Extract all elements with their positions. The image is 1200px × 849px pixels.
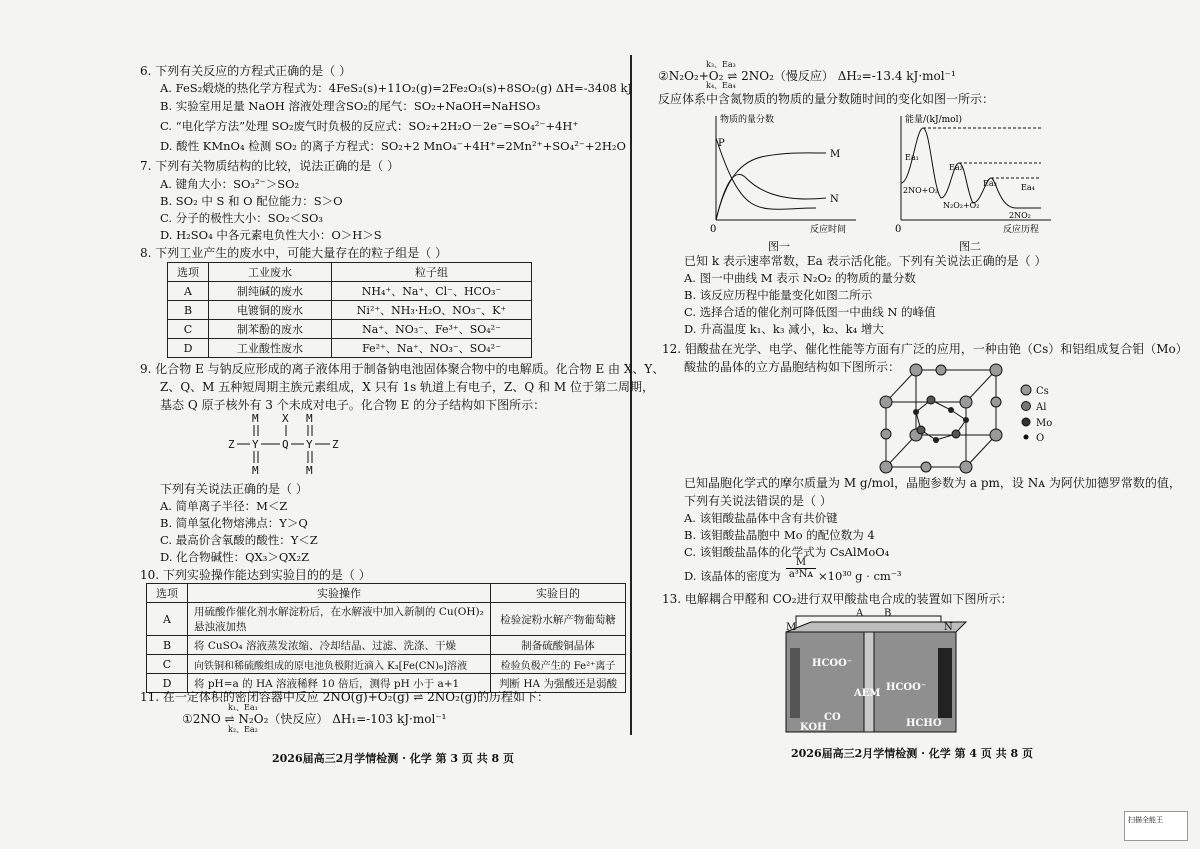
table-cell: C [147,655,188,674]
q12-known-line2: 下列有关说法错误的是（ ） [684,494,832,508]
q11-k2-label: k₂、Ea₂ [228,725,258,734]
atom-m: M [306,464,313,477]
density-unit: ×10³⁰ g · cm⁻³ [818,569,902,583]
q12-option-d: D. 该晶体的密度为 [684,569,781,583]
table-cell: NH₄⁺、Na⁺、Cl⁻、HCO₃⁻ [332,282,532,301]
energy-curve [901,128,1041,208]
q6-option-a: A. FeS₂煅烧的热化学方程式为：4FeS₂(s)+11O₂(g)=2Fe₂O₃(s)+8SO₂(g) ΔH=-3408 kJ [160,81,633,95]
table-cell: 向铁铜和稀硫酸组成的原电池负极附近滴入 K₃[Fe(CN)₆]溶液 [188,655,491,674]
q11-desc: 反应体系中含氮物质的物质的量分数随时间的变化如图一所示： [658,92,995,106]
table-cell: B [147,636,188,655]
table-row [168,301,532,320]
table-cell: 将 pH=a 的 HA 溶液稀释 10 倍后，测得 pH 小于 a+1 [188,674,491,693]
table-cell: Na⁺、NO₃⁻、Fe³⁺、SO₄²⁻ [332,320,532,339]
table-row [147,603,626,636]
q11-known: 已知 k 表示速率常数，Ea 表示活化能。下列有关说法正确的是（ ） [684,254,1047,268]
label-b: B [884,608,892,619]
fig1-origin: 0 [710,224,717,235]
q9-stem-line1: 9. 化合物 E 与钠反应形成的离子液体用于制备钠电池固体聚合物中的电解质。化合物 E 由 X、Y、 [140,362,665,376]
fig1-caption: 图一 [768,240,790,253]
fig1-label-n: N [830,194,839,205]
q12-option-b: B. 该钼酸盐晶胞中 Mo 的配位数为 4 [684,528,875,542]
q11-option-a: A. 图一中曲线 M 表示 N₂O₂ 的物质的量分数 [684,271,916,285]
aem-membrane [864,632,874,732]
table-cell: Ni²⁺、NH₃·H₂O、NO₃⁻、K⁺ [332,301,532,320]
table-cell: Fe²⁺、Na⁺、NO₃⁻、SO₄²⁻ [332,339,532,358]
table-header-row [168,263,532,282]
q12-stem-line1: 12. 钼酸盐在光学、电学、催化性能等方面有广泛的应用，一种由铯（Cs）和铝组成复合钼（Mo） [662,342,1188,356]
q11-step1: ①2NO ⇌ N₂O₂（快反应） ΔH₁=-103 kJ·mol⁻¹ [182,712,447,726]
page-4 [636,0,1200,849]
curve-n [716,174,826,220]
label-n: N [944,622,953,633]
q7-option-a: A. 键角大小：SO₃²⁻＞SO₂ [160,177,300,191]
scanner-label: 扫描全能王 [1128,816,1163,824]
q13-electrolysis-device [766,608,986,736]
table-header: 选项 [168,263,209,282]
q11-stem: 11. 在一定体积的密闭容器中反应 2NO(g)+O₂(g) ⇌ 2NO₂(g)的历程如下： [140,690,549,704]
q6-option-d: D. 酸性 KMnO₄ 检测 SO₂ 的离子方程式：SO₂+2 MnO₄⁻+4H⁺=2Mn²⁺+SO₄²⁻+2H₂O [160,139,626,153]
fig2-ea1: Ea₁ [905,153,919,162]
fig1-xlabel: 反应时间 [810,225,847,235]
q11-option-d: D. 升高温度 k₁、k₃ 减小，k₂、k₄ 增大 [684,322,884,336]
q9-option-b: B. 简单氢化物熔沸点：Y＞Q [160,516,308,530]
table-cell: 检验负极产生的 Fe²⁺离子 [491,655,626,674]
fig2-ea4: Ea₄ [1021,183,1035,192]
fig2-state-1: 2NO+O₂ [903,186,939,195]
label-aem: AEM [854,688,881,699]
q12-known-line1: 已知晶胞化学式的摩尔质量为 M g/mol，晶胞参数为 a pm，设 Nᴀ 为阿伏加德罗常数的值， [684,476,1181,490]
q12-option-a: A. 该钼酸盐晶体中含有共价键 [684,511,838,525]
table-cell: 电镀铜的废水 [209,301,332,320]
label-hcho: HCHO [906,718,942,729]
electrode-n [938,648,952,718]
q11-k4-label: k₄、Ea₄ [706,81,736,90]
fig2-ea3: Ea₃ [983,179,997,188]
atom-m: M [306,412,313,425]
table-cell: D [168,339,209,358]
q7-option-d: D. H₂SO₄ 中各元素电负性大小：O＞H＞S [160,228,382,242]
label-a: A [856,608,864,619]
q7-option-b: B. SO₂ 中 S 和 O 配位能力：S＞O [160,194,343,208]
q11-step2: ②N₂O₂+O₂ ⇌ 2NO₂（慢反应） ΔH₂=-13.4 kJ·mol⁻¹ [658,69,956,83]
q7-stem: 7. 下列有关物质结构的比较，说法正确的是（ ） [140,159,400,173]
table-cell: A [168,282,209,301]
q9-option-d: D. 化合物碱性：QX₃＞QX₂Z [160,550,310,564]
q9-stem-line2: Z、Q、M 五种短周期主族元素组成，X 只有 1s 轨道上有电子，Z、Q 和 M 位于第二周期， [160,380,654,394]
q11-figure-2 [891,108,1061,253]
legend-al: Al [1036,402,1047,413]
atom-q: Q [282,438,289,451]
table-header: 工业废水 [209,263,332,282]
electrode-m [790,648,800,718]
atom-x: X [282,412,289,425]
fig2-state-2: N₂O₂+O₂ [943,201,980,210]
q11-k3-label: k₃、Ea₃ [706,60,736,69]
table-cell: 制苯酚的废水 [209,320,332,339]
table-cell: A [147,603,188,636]
atom-z: Z [332,438,339,451]
q9-molecule-structure [220,410,360,478]
q9-sub-stem: 下列有关说法正确的是（ ） [160,482,308,496]
q11-k1-label: k₁、Ea₁ [228,703,258,712]
table-row [147,655,626,674]
table-cell: B [168,301,209,320]
q13-stem: 13. 电解耦合甲醛和 CO₂进行双甲酸盐电合成的装置如下图所示： [662,592,1013,606]
table-cell: 制纯碱的废水 [209,282,332,301]
table-cell: 将 CuSO₄ 溶液蒸发浓缩、冷却结晶、过滤、洗涤、干燥 [188,636,491,655]
q8-table [167,262,532,358]
table-header: 选项 [147,584,188,603]
q8-stem: 8. 下列工业产生的废水中，可能大量存在的粒子组是（ ） [140,246,448,260]
q12-stem-line2: 酸盐的晶体的立方晶胞结构如下图所示： [684,360,901,374]
table-row [168,339,532,358]
footer-page-3: 2026届高三2月学情检测 · 化学 第 3 页 共 8 页 [272,752,515,765]
fig2-ylabel: 能量/(kJ/mol) [905,115,962,125]
label-m: M [786,622,797,633]
table-header: 粒子组 [332,263,532,282]
q9-option-c: C. 最高价含氧酸的酸性：Y＜Z [160,533,318,547]
q6-option-b: B. 实验室用足量 NaOH 溶液处理含SO₂的尾气：SO₂+NaOH=NaHSO₃ [160,99,541,113]
fig1-label-p: P [718,138,725,149]
table-cell: 判断 HA 为强酸还是弱酸 [491,674,626,693]
curve-m [716,153,826,220]
atom-m: M [252,412,259,425]
table-cell: 用硫酸作催化剂水解淀粉后，在水解液中加入新制的 Cu(OH)₂ 悬浊液加热 [188,603,491,636]
table-cell: 检验淀粉水解产物葡萄糖 [491,603,626,636]
fig2-state-3: 2NO₂ [1009,211,1031,220]
table-row [147,636,626,655]
density-denominator: a³Nᴀ [788,569,814,580]
label-hcoo-right: HCOO⁻ [886,682,927,693]
table-cell: C [168,320,209,339]
fig2-caption: 图二 [959,240,981,253]
fig2-xlabel: 反应历程 [1003,225,1040,235]
table-cell: D [147,674,188,693]
legend-cs: Cs [1036,386,1049,397]
fig1-label-m: M [830,149,841,160]
atom-y: Y [306,438,313,451]
q10-stem: 10. 下列实验操作能达到实验目的的是（ ） [140,568,371,582]
q9-stem-line3: 基态 Q 原子核外有 3 个未成对电子。化合物 E 的分子结构如下图所示： [160,398,546,412]
q12-crystal-cell [876,362,1076,474]
q11-option-c: C. 选择合适的催化剂可降低图一中曲线 N 的峰值 [684,305,936,319]
atom-m: M [252,464,259,477]
scanner-watermark [1124,811,1188,841]
footer-page-4: 2026届高三2月学情检测 · 化学 第 4 页 共 8 页 [791,747,1034,760]
fig1-ylabel: 物质的量分数 [720,115,775,125]
table-row [168,282,532,301]
label-hcoo-left: HCOO⁻ [812,658,853,669]
q11-figure-1 [706,108,871,253]
table-header: 实验操作 [188,584,491,603]
fig2-origin: 0 [895,224,902,235]
table-row [168,320,532,339]
legend-mo: Mo [1036,418,1053,429]
label-co: CO [824,712,841,723]
legend-o: O [1036,433,1045,444]
q9-option-a: A. 简单离子半径：M＜Z [160,499,288,513]
q12-option-c: C. 该钼酸盐晶体的化学式为 CsAlMoO₄ [684,545,890,559]
table-cell: 工业酸性废水 [209,339,332,358]
atom-z: Z [228,438,235,451]
table-header: 实验目的 [491,584,626,603]
density-numerator: M [786,557,816,569]
fig2-ea2: Ea₂ [949,163,963,172]
table-header-row [147,584,626,603]
density-fraction [786,557,816,580]
label-koh: KOH [800,722,827,733]
q11-option-b: B. 该反应历程中能量变化如图二所示 [684,288,873,302]
table-cell: 制备硫酸铜晶体 [491,636,626,655]
atom-y: Y [252,438,259,451]
q7-option-c: C. 分子的极性大小：SO₂＜SO₃ [160,211,324,225]
q6-stem: 6. 下列有关反应的方程式正确的是（ ） [140,64,352,78]
q10-table [146,583,626,693]
q6-option-c: C. “电化学方法”处理 SO₂废气时负极的反应式：SO₂+2H₂O－2e⁻=SO₄²⁻+4H⁺ [160,119,579,133]
